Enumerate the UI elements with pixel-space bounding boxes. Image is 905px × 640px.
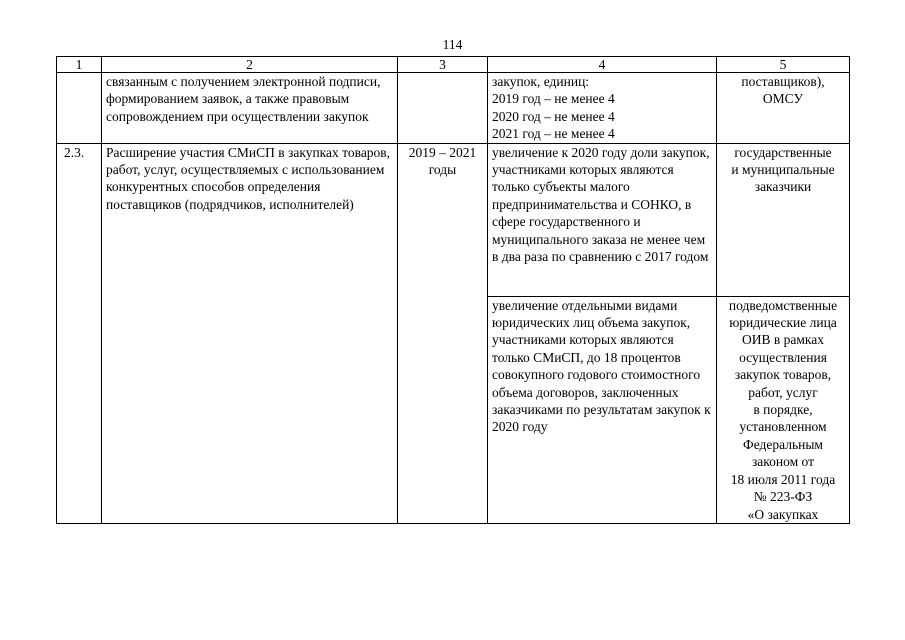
column-header-3: 3 [398,57,488,73]
responsible-line: законом от [751,454,815,470]
column-header-5: 5 [717,57,850,73]
period-line: 2019 – 2021 [408,144,477,160]
continuation-period-cell [398,73,488,144]
responsible-cell-2 [717,296,850,523]
responsible-line: 18 июля 2011 года [730,471,836,487]
column-header-2: 2 [102,57,398,73]
column-header-1: 1 [57,57,102,73]
responsible-line: Федеральным [743,436,823,452]
indicator-line: 2021 год – не менее 4 [492,126,615,142]
responsible-line: юридические лица [729,315,837,331]
responsible-line: ОМСУ [762,91,804,107]
responsible-line: поставщиков), [741,74,825,89]
column-number-row [57,57,850,73]
indicator-cell-2: увеличение отдельными видами юридических лиц объема закупок, участниками которых являются только СМиСП, до 18 процентов совокупного годового стоимостного объема договоров, заключенных заказчиками по результатам закупок к 2020 году [488,296,717,523]
column-header-4: 4 [488,57,717,73]
continuation-row [57,73,850,144]
continuation-responsible-cell [717,73,850,144]
period-line: годы [428,162,457,178]
responsible-line: и муниципальные [731,162,835,178]
responsible-line: закупок товаров, [734,367,832,383]
period-cell [398,143,488,523]
page-number: 114 [442,37,463,52]
responsible-line: установленном [739,419,827,435]
continuation-measure-cell: связанным с получением электронной подписи, формированием заявок, а также правовым сопровождением при осуществлении закупок [102,73,398,144]
responsible-line: в порядке, [753,402,813,418]
plan-table [56,56,850,524]
continuation-number-cell [57,73,102,144]
row-number-cell: 2.3. [57,143,102,523]
responsible-line: подведомственные [728,297,838,313]
responsible-line: «О закупках [747,506,819,522]
continuation-indicator-cell [488,73,717,144]
responsible-line: осуществления [739,349,827,365]
responsible-line: заказчики [754,179,812,195]
responsible-line: № 223-ФЗ [753,489,813,505]
responsible-line: государственные [734,144,832,160]
responsible-cell-1 [717,143,850,296]
indicator-cell-1: увеличение к 2020 году доли закупок, участниками которых являются только субъекты малого предпринимательства и СОНКО, в сфере государственного и муниципального заказа не менее чем в два раза по сравнению с 2017 годом [488,143,717,296]
row-2-3-first [57,143,850,296]
measure-cell: Расширение участия СМиСП в закупках товаров, работ, услуг, осуществляемых с использованием конкурентных способов определения поставщиков (подрядчиков, исполнителей) [102,143,398,523]
responsible-line: работ, услуг [748,384,818,400]
responsible-line: ОИВ в рамках [741,332,824,348]
indicator-line: 2019 год – не менее 4 [492,91,615,107]
indicator-line: 2020 год – не менее 4 [492,108,615,124]
indicator-line: закупок, единиц: [492,74,590,89]
